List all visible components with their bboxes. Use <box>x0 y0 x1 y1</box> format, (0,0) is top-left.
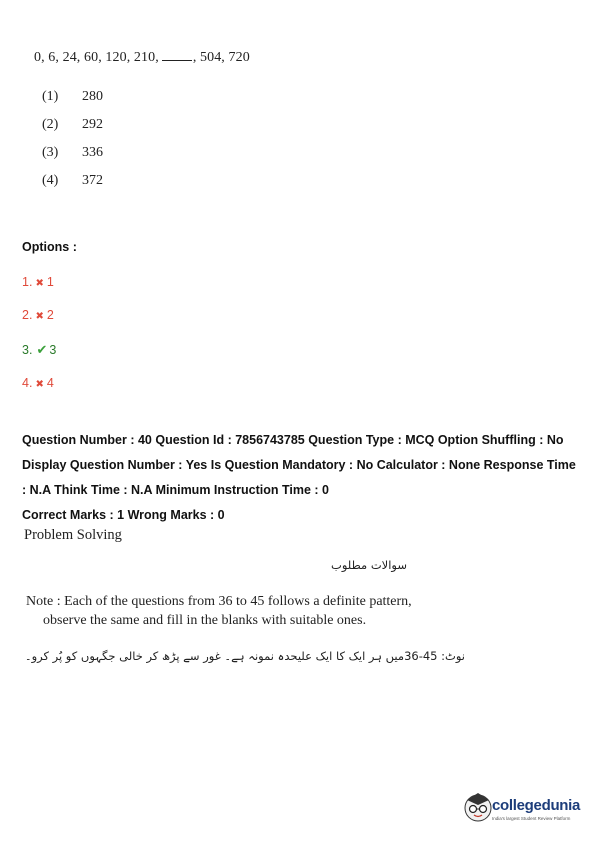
student-mascot-icon <box>462 790 494 824</box>
option-2 <box>22 308 54 322</box>
option-number: 2. <box>22 308 33 322</box>
choice-2 <box>42 117 103 133</box>
series-after: , 504, 720 <box>192 50 250 65</box>
option-value: 1 <box>46 275 54 289</box>
option-value: 2 <box>46 308 54 322</box>
brand-tagline: India's largest Student Review Platform <box>492 816 571 821</box>
choice-number: (4) <box>42 173 59 188</box>
note-line-2: observe the same and fill in the blanks with suitable ones. <box>43 613 367 628</box>
question-metadata <box>22 428 582 503</box>
option-value: 3 <box>49 343 57 357</box>
note-line-1: Note : Each of the questions from 36 to 45 follows a definite pattern, <box>26 594 412 609</box>
urdu-note: نوٹ: 45-36میں ہر ایک کا ایک علیحدہ نمونہ ہے۔ غور سے پڑھ کر خالی جگہوں کو پُر کرو۔ <box>24 649 465 663</box>
cross-icon: ✖ <box>35 311 44 322</box>
choice-number: (1) <box>42 89 59 104</box>
choice-4 <box>42 173 103 189</box>
option-number: 3. <box>22 343 33 357</box>
option-number: 4. <box>22 376 33 390</box>
cross-icon: ✖ <box>35 379 44 390</box>
choice-value: 280 <box>82 89 103 104</box>
choice-value: 372 <box>82 173 103 188</box>
urdu-heading: سوالات مطلوب <box>331 558 407 572</box>
metadata-line-3: : N.A Think Time : N.A Minimum Instruction Time : 0 <box>22 483 329 497</box>
brand-logo: collegedunia <box>492 797 581 814</box>
option-4 <box>22 376 54 390</box>
option-3 <box>22 342 56 358</box>
choice-3 <box>42 145 103 161</box>
option-1 <box>22 275 54 289</box>
metadata-line-2: Display Question Number : Yes Is Question Mandatory : No Calculator : None Response Time <box>22 458 576 472</box>
instruction-note <box>26 592 412 630</box>
choice-value: 292 <box>82 117 103 132</box>
option-value: 4 <box>46 376 54 390</box>
question-series <box>34 50 250 66</box>
option-number: 1. <box>22 275 33 289</box>
subject-label: Problem Solving <box>24 527 122 543</box>
cross-icon: ✖ <box>35 278 44 289</box>
series-before: 0, 6, 24, 60, 120, 210, <box>34 50 159 65</box>
options-heading: Options : <box>22 240 77 254</box>
choice-1 <box>42 89 103 105</box>
check-icon: ✔ <box>36 342 48 357</box>
choice-number: (3) <box>42 145 59 160</box>
marks-info: Correct Marks : 1 Wrong Marks : 0 <box>22 508 225 522</box>
metadata-line-1: Question Number : 40 Question Id : 7856743785 Question Type : MCQ Option Shuffling : No <box>22 433 564 447</box>
series-blank <box>162 50 192 61</box>
choice-value: 336 <box>82 145 103 160</box>
choice-number: (2) <box>42 117 59 132</box>
